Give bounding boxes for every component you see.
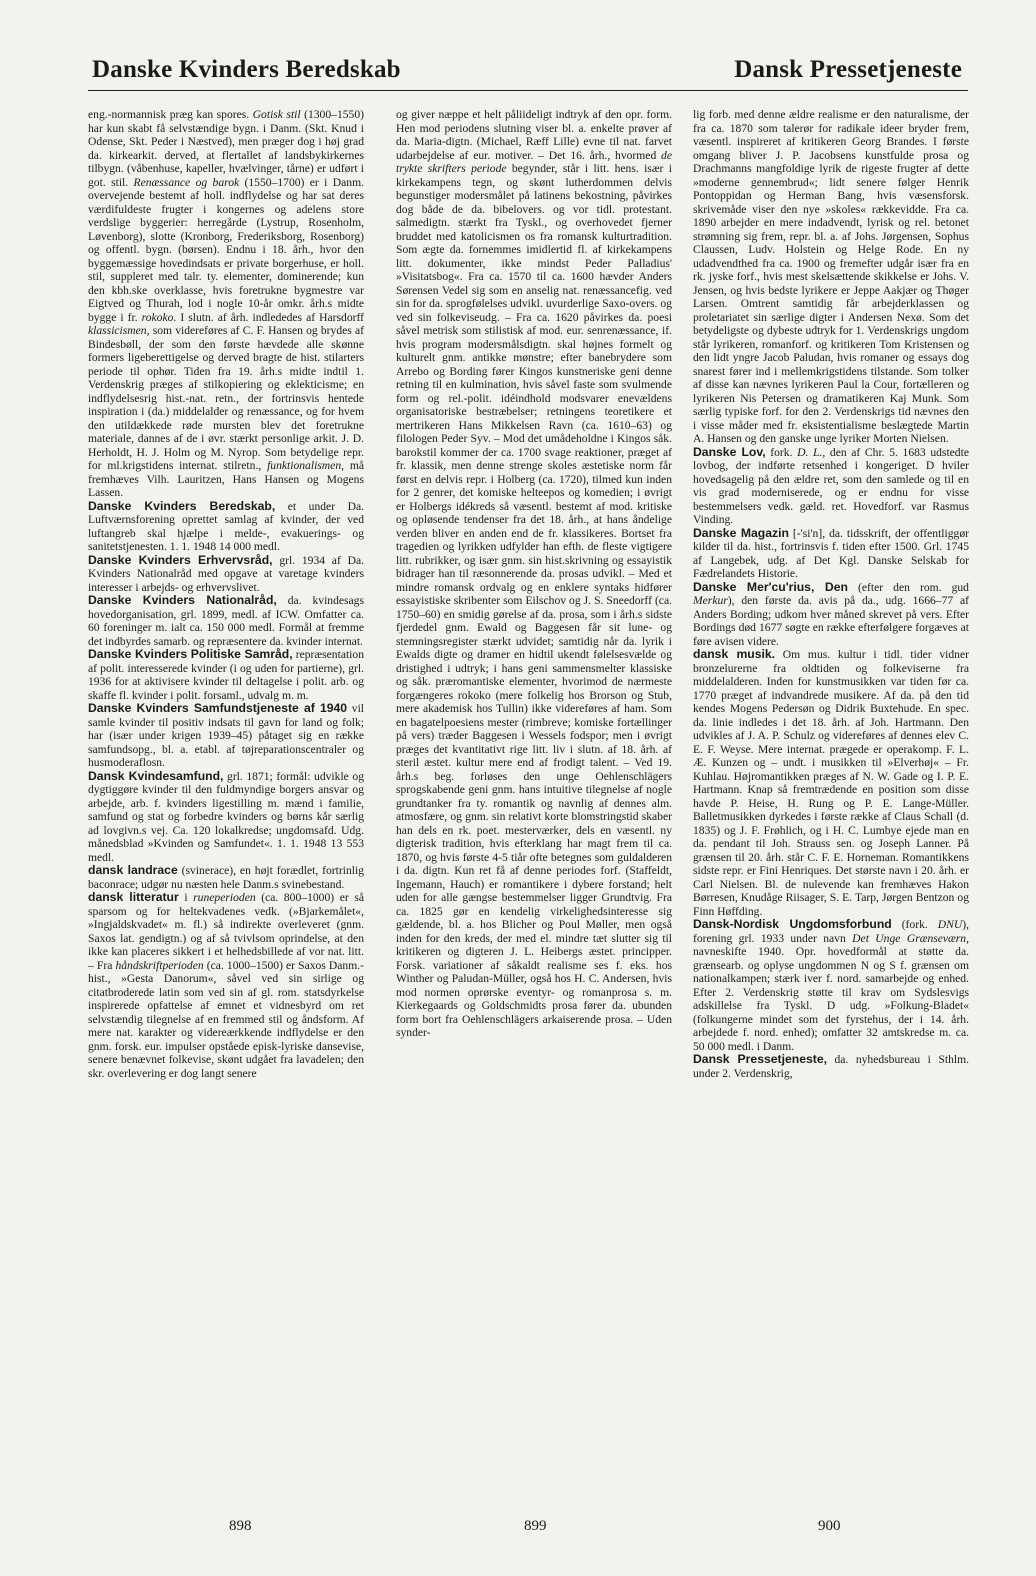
entry-headword: Danske Kvinders Politiske Samråd, (88, 647, 293, 661)
dictionary-entry (396, 108, 672, 1040)
entry-text: , navneskifte 1940. Opr. hovedformål at støtte da. grænsearb. og oplyse ungdommen N og S f. grænsen om nationalkampen; stærk iver f. nord. samarbejde og enhed. Efter 2. Verdenskrig støtte til krav om Sydslesvigs adskillelse fra Tyskl. D udg. »Folkung-Bladet« (folkungerne mindet som det fyrstehus, der i 14. årh. arbejdede f. nord. enhed); omfatter 32 amtskredse m. ca. 50 000 medl. i Danm. (693, 931, 969, 1053)
entry-text: ), den første da. avis på da., udg. 1666–77 af Anders Bording; udkom hver måned skrevet på vers. Efter Bordings død 1677 søgte en række efterfølgere forgæves at føre avisen videre. (693, 594, 969, 648)
entry-text: grl. 1871; formål: udvikle og dygtiggøre kvinder til den fuldmyndige borgers ansvar og arbejde, arb. f. kvinders ligestilling m. mænd i familie, samfund og stat og forbedre kvinders og børns kår særlig ad lovgivn.s vej. Ca. 120 lokalkredse; ungdomsafd. Udg. månedsblad »Kvinden og Samfundet«. 1. 1. 1948 13 553 medl. (88, 769, 364, 864)
dictionary-entry (88, 891, 364, 1080)
entry-text: , som videreføres af C. F. Hansen og brydes af Bindesbøll, der som den første hævdede alle skønne formers ligeberettigelse og derved bragte de hist. stilarters periode til ophør. Tiden fra 19. årh.s midte indtil 1. Verdenskrig præges af stilkopiering og eklekticisme; en indflydelsesrig hist.-nat. retn., der fortrinsvis hentede inspiration i (da.) middelalder og renæssance, og for hvem den utildækkede røde mursten blev det foretrukne materiale, dannes af de i øvr. stærkt personlige arkit. J. D. Herholdt, H. J. Holm og M. Nyrop. Som betydelige repr. for ml.krigstidens internat. stilretn., (88, 324, 364, 472)
entry-text: (efter den rom. gud (847, 580, 969, 594)
entry-text: , den af Chr. 5. 1683 udstedte lovbog, der indførte retsenhed i kongeriget. D hviler hovedsagelig på den ældre ret, som den samlede og til en vis grad moderniserede, og er endnu for visse bestemmelsers vedk. gæld. ret. Hovedforf. var Rasmus Vinding. (693, 445, 969, 526)
entry-text: Om mus. kultur i tidl. tider vidner bronzelurerne fra oldtiden og folkeviserne fra middelalderen. Inden for kunstmusikken var tiden før ca. 1770 præget af indvandrede musikere. Af da. på den tid kendes Mogens Pedersøn og Didrik Buxtehude. En spec. da. linie indledes i det 18. årh. af Joh. Hartmann. Den udvikles af J. A. P. Schulz og videreføres af dennes elev C. E. F. Weyse. Mere internat. prægede er operakomp. F. L. Æ. Kunzen og – undt. i musikken til »Elverhøj« – Fr. Kuhlau. Højromantikken præges af N. W. Gade og I. P. E. Hartmann. Knap så fremtrædende en position som disse havde P. Heise, H. Rung og P. E. Lange-Müller. Balletmusikken dyrkedes i første række af Claus Schall (d. 1835) og J. F. Frøhlich, og i H. C. Lumbye ejede man en da. pendant til Joh. Strauss sen. og Joseph Lanner. På grænsen til 20. årh. står C. F. E. Horneman. Romantikkens sidste repr. er Fini Henriques. Det største navn i 20. årh. er Carl Nielsen. Bl. de nulevende kan fremhæves Hakon Børresen, Knudåge Riisager, S. E. Tarp, Jørgen Bentzon og Finn Høffding. (693, 648, 969, 918)
entry-headword: Danske Mer'cu'rius, Den (693, 579, 848, 594)
running-header (88, 50, 968, 91)
entry-text: (svinerace), en højt forædlet, fortrinlig baconrace; udgør nu næsten hele Danm.s svinebestand. (88, 864, 364, 891)
entry-headword: Danske Kvinders Samfundstjeneste af 1940 (88, 701, 348, 715)
italic-term: håndskriftperioden (115, 958, 204, 972)
entry-text: , må fremhæves Vilh. Lauritzen, Hans Hansen og Mogens Lassen. (88, 459, 364, 499)
italic-term: Det Unge Grænseværn (852, 931, 967, 945)
dictionary-entry (88, 648, 364, 702)
entry-headword: dansk landrace (88, 863, 178, 877)
dictionary-entry (693, 1053, 969, 1080)
entry-text: (fork. (891, 918, 938, 931)
dictionary-entry (693, 527, 969, 581)
italic-term: de trykte skrifters periode (396, 148, 672, 175)
entry-headword: Dansk Pressetjeneste, (693, 1052, 827, 1066)
entry-text: (1550–1700) er i Danm. overvejende bestemt af holl. indflydelse og har sat deres værdifuldeste frugter i kongernes og adelens store verdslige byggerier: herregårde (Lystrup, Rosenholm, Løvenborg), slotte (Kronborg, Frederiksborg, Rosenborg) og offentl. bygn. (børsen). Endnu i 18. årh., hvor den byggemæssige hovedindsats er private borgerhuse, er holl. stil, suppleret med talr. ty. elementer, dominerende; kun den kbh.ske overklasse, hvis foretrukne bygmestre var Eigtved og Thurah, lod i nogle 10-år omkr. årh.s midte bygge i fr. (88, 175, 364, 324)
entry-text: (ca. 800–1000) er så sparsom og for heltekvadenes vedk. (»Bjarkemålet«, »Ingjaldskvadet« m. fl.) så indirekte overleveret (gnm. Saxos lat. gendigtn.) og af så tvivlsom oprindelse, at den ikke kan placeres sikkert i et helhedsbillede af vor nat. litt. – Fra (88, 891, 364, 972)
entry-headword: Dansk-Nordisk Ungdomsforbund (693, 917, 892, 931)
entry-text: i (178, 891, 194, 904)
text-column-3 (693, 108, 969, 1508)
entry-text: . I slutn. af årh. indlededes af Harsdorff (173, 310, 364, 324)
italic-term: Gotisk stil (252, 108, 301, 121)
italic-term: Renæssance og barok (133, 175, 240, 189)
entry-text: eng.-normannisk præg kan spores. (88, 108, 253, 121)
italic-term: D. L. (797, 445, 823, 459)
entry-text: lig forb. med denne ældre realisme er den naturalisme, der fra ca. 1870 som talerør for radikale ideer bryder frem, væsentl. inspireret af kritikeren Georg Brandes. I første omgang bliver J. P. Jacobsens kunstfulde prosa og Drachmanns mangfoldige lyrik de rigeste frugter af dette »moderne gennembrud«; lidt senere følger Henrik Pontoppidan og Herman Bang, hvis væsensforsk. skrivemåde viser den nye »skoles« rækkevidde. Fra ca. 1890 arbejder en mere indadvendt, lyrisk og rel. betonet strømning sig frem, repr. bl. a. af Johs. Jørgensen, Sophus Claussen, Ludv. Holstein og Helge Rode. En ny udadvendthed fra ca. 1900 og fremefter udgår især fra en rk. jyske forf., hvis mest skelsættende skikkelse er Johs. V. Jensen, og hvis bedste lyrikere er Jeppe Aakjær og Thøger Larsen. Omtrent samtidig får arbejderklassen og proletariatet sin særlige digter i Andersen Nexø. Som det betydeligste og dybeste udtryk for 1. Verdenskrigs ungdom står lyrikeren, romanforf. og kritikeren Tom Kristensen og den lidt yngre Jacob Paludan, hvis romaner og essays dog snarest fører ind i mellemkrigstidens tilstande. Som tolker af disse kan nævnes lyrikeren Paul la Cour, fortælleren og lyrikeren Nis Petersen og dramatikeren Kaj Munk. Som særlig typiske forf. for den 2. Verdenskrigs tid nævnes den i visse måder med fr. eksistentialisme beslægtede Martin A. Hansen og den ganske unge lyriker Morten Nielsen. (693, 108, 969, 445)
page-number-middle: 899 (524, 1518, 547, 1534)
entry-text: fork. (765, 445, 798, 459)
dictionary-entry (88, 594, 364, 648)
italic-term: rokoko (141, 310, 174, 324)
italic-term: funktionalismen (267, 459, 342, 472)
dictionary-entry (88, 108, 364, 500)
italic-term: Merkur (693, 594, 728, 607)
entry-text: [-'si'n], da. tidsskrift, der offentliggør kilder til da. hist., fortrinsvis f. tiden efter 1500. Grl. 1745 af Langebek, udg. af Det Kgl. Danske Selskab for Fædrelandets Historie. (693, 526, 969, 580)
entry-headword: Danske Magazin (693, 525, 789, 540)
dictionary-entry (88, 500, 364, 554)
italic-term: runeperioden (193, 891, 256, 904)
entry-headword: Danske Kvinders Beredskab, (88, 498, 276, 513)
entry-text: (ca. 1000–1500) er Saxos Danm.-hist., »Gesta Danorum«, såvel ved sin sirlige og citatbroderede latin som ved sin af gl. rom. statsdyrkelse inspirerede opfattelse af emnet et vidnesbyrd om ret selvstændig tilegnelse af en fremmed stil og åndsform. Af mere nat. karakter og videreærkkende indflydelse er den gnm. forsk. eur. impulser opståede episk-lyriske dansevise, senere benævnet folkevise, skønt udgået fra lavadelen; den skr. overlevering er dog langt senere (88, 958, 364, 1080)
entry-headword: dansk musik. (693, 647, 776, 661)
entry-text: ), forening grl. 1933 under navn (693, 918, 969, 945)
entry-text: da. kvindesags hovedorganisation, grl. 1899, medl. af ICW. Omfatter ca. 60 foreninger m. ialt ca. 150 000 medl. Formål at fremme det indbyrdes samarb. og repræsentere da. kvinder internat. (88, 594, 364, 648)
dictionary-entry (88, 702, 364, 770)
running-head-left: Danske Kvinders Beredskab (92, 56, 401, 83)
text-column-1 (88, 108, 364, 1508)
entry-text: vil samle kvinder til positiv indsats til gavn for land og folk; har (især under krigen 1939–45) påtaget sig en række samfundsopg., bl. a. etabl. af tøjreparationscentraler og husmoderaflosn. (88, 702, 364, 769)
dictionary-entry (693, 446, 969, 527)
dictionary-entry (88, 864, 364, 891)
entry-headword: Danske Kvinders Erhvervsråd, (88, 552, 273, 567)
entry-headword: Dansk Kvindesamfund, (88, 768, 224, 783)
text-column-2 (396, 108, 672, 1508)
dictionary-entry (693, 918, 969, 1053)
dictionary-entry (693, 581, 969, 649)
dictionary-entry (88, 770, 364, 865)
entry-headword: Danske Lov, (693, 444, 766, 459)
entry-text: begynder, står i litt. hens. især i kirkekampens tegn, og skønt lutherdommen delvis begunstiger modersmålet på latinens bekostning, påvirkes dog både de da. bibelovers. og vor tidl. protestant. salmedigtn. stærkt fra Tyskl., og overhovedet fjerner bruddet med katolicismen os fra romansk kulturtradition. Som ægte da. fornemmes imidlertid fl. af kirkekampens litt. dokumenter, ikke mindst Peder Palladius' »Visitatsbog«. Fra ca. 1570 til ca. 1600 hævder Anders Sørensen Vedel sig som en anselig nat. renæssancefig. ved sin for da. sprogfølelses udvikl. uvurderlige Saxo-overs. og ved sin folkeviseudg. – Fra ca. 1620 påvirkes da. poesi såvel metrisk som stilistisk af mod. eur. senrenæssance, if. hvis program modersmålsdigtn. skal højnes formelt og kulturelt gnm. antikke mønstre; efter banebrydere som Arrebo og Bording fører Kingos kunstneriske geni denne retning til en kulmination, hvis såvel faste som svulmende form og rel.-polit. idéindhold modsvarer enevældens organisatoriske bestræbelser; retningens teoretikere et mertrikeren Hans Mikkelsen Ravn (ca. 1610–63) og filologen Peder Syv. – Mod det umådeholdne i Kingos såk. barokstil kommer der ca. 1700 svage reaktioner, præget af fr. klassik, men denne strenge skoles æstetiske norm får først en delvis repr. i Holberg (ca. 1720), tilmed kun inden for 2 genrer, det komiske helteepos og komedien; i øvrigt er Holbergs idékreds så væsentl. bestemt af mod. kritiske og opløsende tendenser fra det 18. årh., at hans åndelige verden bliver en anden end de fr. klassikeres. Bortset fra tragedien og lyrikken udfylder han efth. de fleste vigtigere litt. rubrikker, og især gnm. sin hist.skrivning og essayistik bidrager han til ræsonnerende da. prosas udvikl. – Med et mindre romansk ordvalg og en enklere syntaks hidfører essayistiske skribenter som Eilschov og J. S. Sneedorff (ca. 1750–60) en smidig gørelse af da. prosa, som i årh.s sidste fjerdedel gnm. Ewald og Baggesen får sit lune- og stemningsregister stærkt udvidet; samtidig når da. lyrik i Ewalds digte og dramer en hidtil ukendt følelsesvælde og dristighed i udtryk; i hans geni sammensmelter klassiske og såk. præromantiske elementer, hvorimod de nærmeste forgængeres rokoko (mere folkelig hos Brorson og Stub, mere akademisk hos Tullin) ikke videreføres af ham. Som en bagatelpoesiens mester (rimbreve; komiske fortællinger på vers) træder Baggesen i Wessels fodspor; men i øvrigt præges det kvantitativt rige litt. liv i slutn. af 18. årh. af steril æstet. kultur mere end af frodigt talent. – Ved 19. årh.s beg. forløses den unge Oehlenschlägers sprogskabende geni gnm. hans intuitive tilegnelse af nogle grundtanker fra ty. romantik og navnlig af dennes alm. atmosfære, og gnm. sin relativt korte blomstringstid skaber han dels en rk. poet. mesterværker, dels en væsentl. ny digterisk tradition, hvis efterklang har magt frem til ca. 1870, og hvis første 4-5 tiår ofte betegnes som guldalderen i da. digtn. Kun ret få af denne periodes forf. (Staffeldt, Ingemann, Hauch) er romantikere i dybere forstand; helt uden for alle gængse bestemmelser ligger Grundtvig. Fra ca. 1825 gør en kendelig virkelighedsinteresse sig gældende, bl. a. hos Blicher og Poul Møller, men også inden for den kreds, der med el. mindre tæt slutter sig til kritikeren og digteren J. L. Heibergs æstet. principper. Forsk. variationer af såkaldt realisme ses f. eks. hos Winther og Paludan-Müller, også hos H. C. Andersen, hvis mod normen oprørske eventyr- og romanprosa s. m. Kierkegaards og Goldschmidts prosa fører da. ubunden form bort fra Oehlenschlägers arkaiserende prosa. – Uden synder- (396, 162, 672, 1039)
running-head-right: Dansk Pressetjeneste (734, 56, 962, 83)
entry-text: da. nyhedsbureau i Sthlm. under 2. Verdenskrig, (693, 1053, 969, 1080)
italic-term: DNU (937, 918, 963, 931)
entry-text: et under Da. Luftværnsforening oprettet samlag af kvinder, der ved luftangreb skal hjælpe i melde-, evakuerings- og sanitetstjenesten. 1. 1. 1948 14 000 medl. (88, 499, 364, 553)
page-number-right: 900 (818, 1518, 841, 1534)
dictionary-entry (693, 108, 969, 446)
italic-term: klassicismen (88, 324, 147, 337)
entry-text: repræsentation af polit. interesserede kvinder (i og uden for partierne), grl. 1936 for at aktivisere kvinder til deltagelse i polit. arb. og skaffe fl. kvinder i polit. forsaml., udvalg m. m. (88, 648, 364, 702)
dictionary-entry (88, 554, 364, 595)
entry-text: grl. 1934 af Da. Kvinders Nationalråd med opgave at varetage kvinders interesser i arbejds- og erhvervslivet. (88, 553, 364, 594)
entry-text: (1300–1550) har kun skabt få selvstændige bygn. i Danm. (Skt. Knud i Odense, Skt. Peder i Næstved), men præger dog i høj grad da. kirkearkit. derved, at flertallet af landsbykirkernes tilbygn. (våbenhuse, kapeller, hvælvinger, tårne) er udført i got. stil. (88, 108, 364, 189)
entry-text: og giver næppe et helt påliideligt indtryk af den opr. form. Hen mod periodens slutning viser bl. a. enkelte prøver af da. Maria-digtn. (Michael, Ræff Lille) evne til nat. farvet udarbejdelse af eur. motiver. – Det 16. årh., hvormed (396, 108, 672, 162)
page-number-left: 898 (229, 1518, 252, 1534)
entry-headword: Danske Kvinders Nationalråd, (88, 593, 277, 607)
dictionary-entry (693, 648, 969, 918)
entry-headword: dansk litteratur (88, 890, 179, 904)
